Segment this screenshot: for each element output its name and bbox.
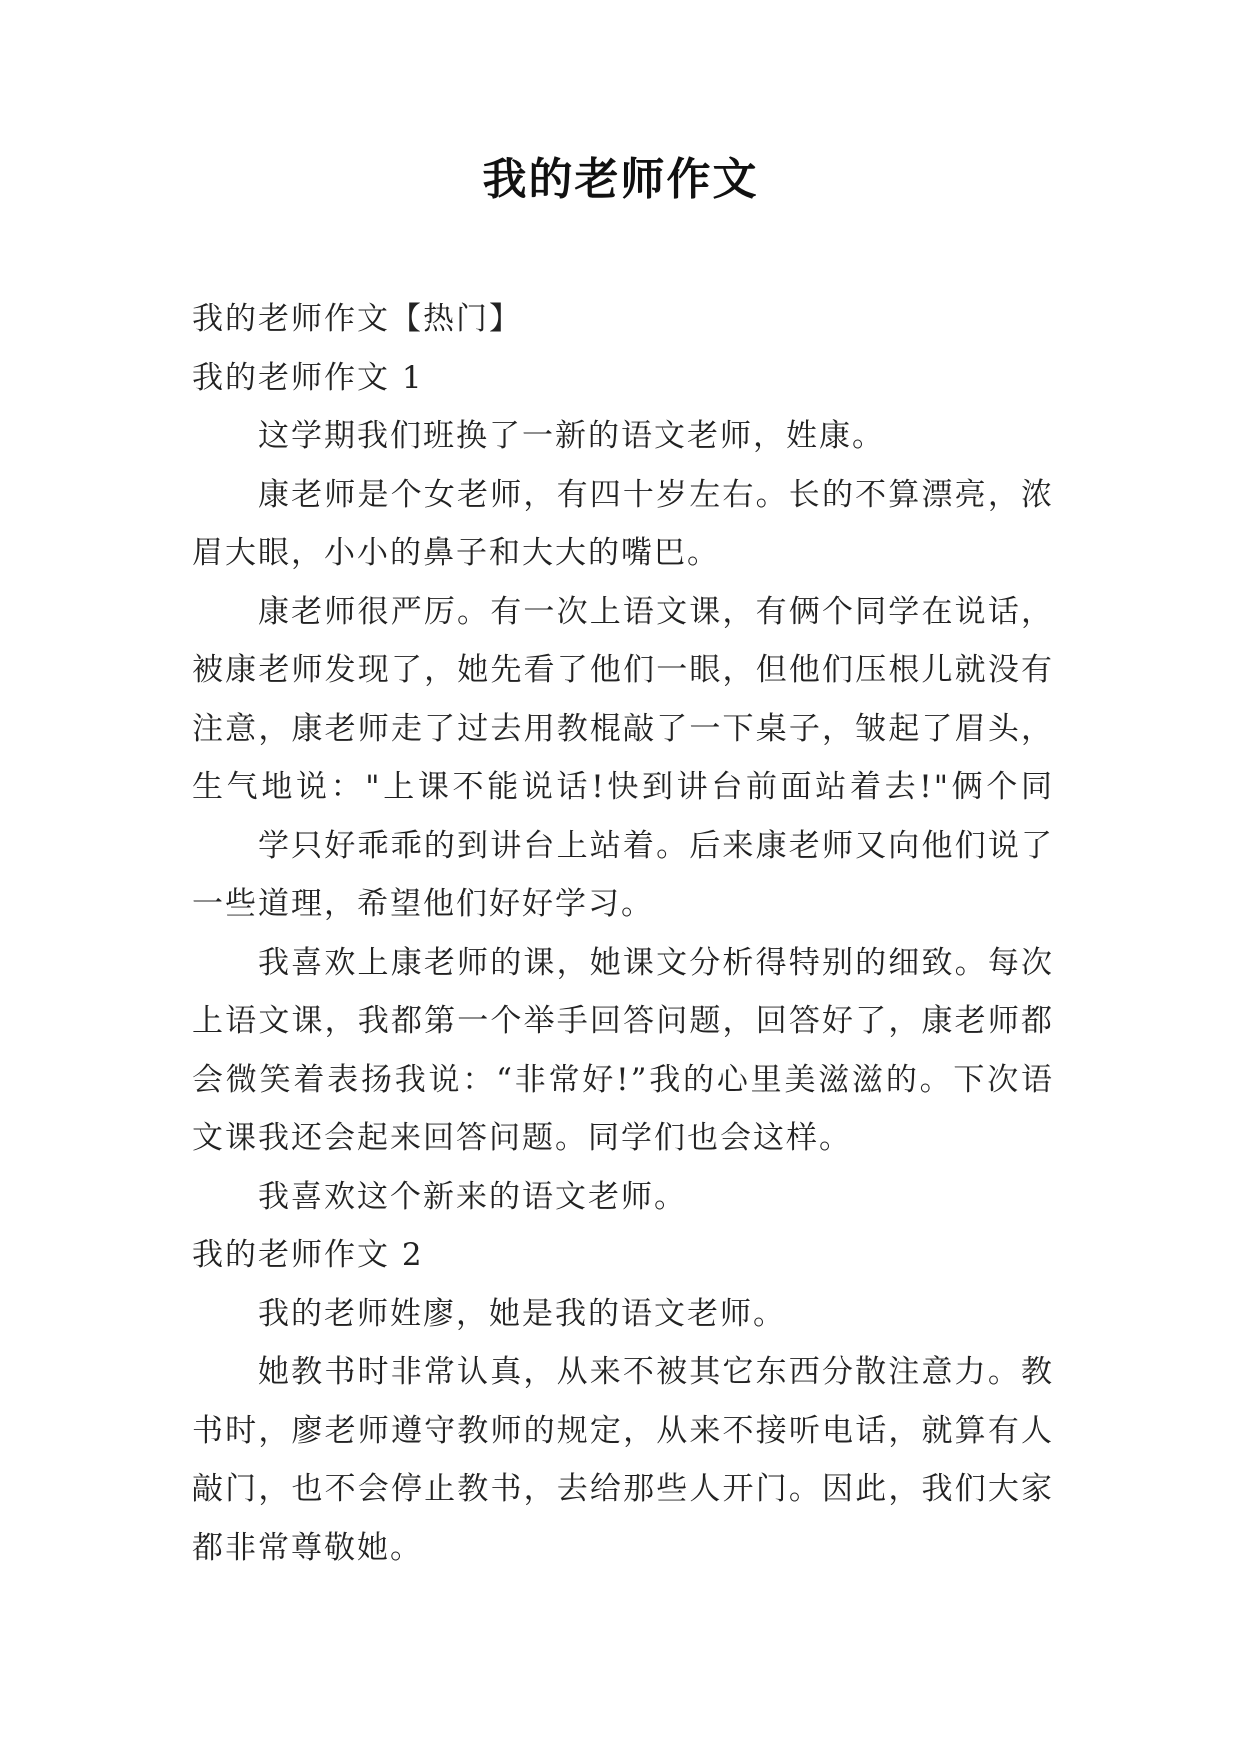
text-line: 上语文课，我都第一个举手回答问题，回答好了，康老师都	[192, 1003, 1054, 1039]
text-line: 康老师是个女老师，有四十岁左右。长的不算漂亮，浓	[258, 476, 1054, 513]
text-line: 我喜欢上康老师的课，她课文分析得特别的细致。每次	[258, 944, 1054, 981]
text-line: 都非常尊敬她。	[192, 1529, 423, 1566]
text-line: 我的老师姓廖，她是我的语文老师。	[258, 1295, 786, 1332]
text-line: 眉大眼，小小的鼻子和大大的嘴巴。	[192, 535, 720, 571]
text-line: 文课我还会起来回答问题。同学们也会这样。	[192, 1120, 852, 1156]
article-body	[192, 290, 1054, 1577]
text-line: 她教书时非常认真，从来不被其它东西分散注意力。教	[258, 1354, 1054, 1390]
text-line: 注意，康老师走了过去用教棍敲了一下桌子，皱起了眉头，	[192, 710, 1054, 747]
text-line: 会微笑着表扬我说：“非常好!”我的心里美滋滋的。下次语	[192, 1061, 1054, 1098]
text-line: 学只好乖乖的到讲台上站着。后来康老师又向他们说了	[258, 827, 1054, 864]
text-line: 一些道理，希望他们好好学习。	[192, 886, 654, 922]
text-line: 书时，廖老师遵守教师的规定，从来不接听电话，就算有人	[192, 1412, 1054, 1449]
text-line: 我的老师作文【热门】	[192, 301, 522, 337]
text-line: 生气地说："上课不能说话!快到讲台前面站着去!"俩个同	[192, 769, 1054, 805]
page-title: 我的老师作文	[482, 154, 759, 205]
text-line: 康老师很严厉。有一次上语文课，有俩个同学在说话，	[258, 593, 1054, 630]
text-line: 这学期我们班换了一新的语文老师，姓康。	[258, 418, 885, 454]
text-line: 被康老师发现了，她先看了他们一眼，但他们压根儿就没有	[192, 652, 1054, 688]
text-line: 敲门，也不会停止教书，去给那些人开门。因此，我们大家	[192, 1471, 1054, 1507]
text-line: 我的老师作文 2	[192, 1237, 424, 1273]
text-line: 我的老师作文 1	[192, 359, 424, 396]
text-line: 我喜欢这个新来的语文老师。	[258, 1178, 687, 1215]
